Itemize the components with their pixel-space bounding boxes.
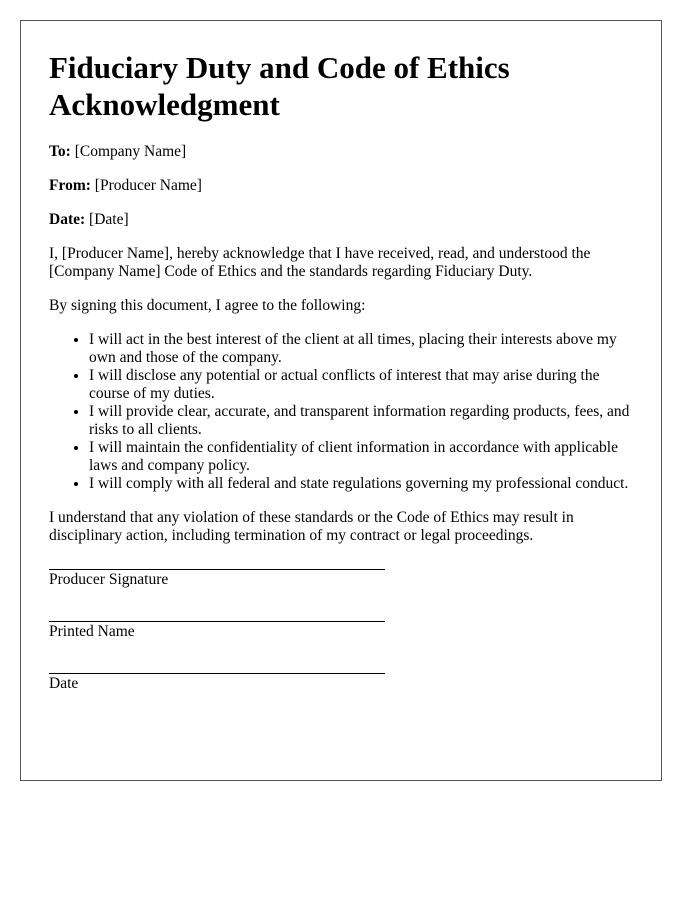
date-label: Date: <box>49 211 86 228</box>
list-item: • I will act in the best interest of the client at all times, placing their interests above my own and those of the company. <box>89 331 633 367</box>
signature-line <box>49 673 385 674</box>
signature-line <box>49 621 385 622</box>
intro-paragraph: I, [Producer Name], hereby acknowledge that I have received, read, and understood the [Company Name] Code of Ethics and the standards regarding Fiduciary Duty. <box>49 245 591 280</box>
from-line <box>49 177 633 195</box>
list-item: • I will maintain the confidentiality of client information in accordance with applicable laws and company policy. <box>89 439 633 475</box>
signature-line <box>49 569 385 570</box>
to-value: [Company Name] <box>74 143 187 160</box>
signature-block <box>49 569 633 707</box>
from-value: [Producer Name] <box>94 177 202 194</box>
agree-lead: By signing this document, I agree to the following: <box>49 297 366 314</box>
to-line <box>49 143 633 161</box>
printed-name-label: Printed Name <box>49 623 135 640</box>
from-label: From: <box>49 177 91 194</box>
signature-date-label: Date <box>49 675 79 692</box>
date-value: [Date] <box>89 211 129 228</box>
list-item: • I will comply with all federal and state regulations governing my professional conduct. <box>89 475 633 493</box>
signature-date-field[interactable] <box>49 673 385 707</box>
list-item: • I will provide clear, accurate, and transparent information regarding products, fees, and risks to all clients. <box>89 403 633 439</box>
printed-name-field[interactable] <box>49 621 385 655</box>
commitment-list <box>49 331 633 493</box>
to-label: To: <box>49 143 71 160</box>
producer-signature-label: Producer Signature <box>49 571 169 588</box>
document-title: Fiduciary Duty and Code of Ethics Acknowledgment <box>49 50 510 122</box>
list-item: • I will disclose any potential or actual conflicts of interest that may arise during the course of my duties. <box>89 367 633 403</box>
closing-paragraph: I understand that any violation of these standards or the Code of Ethics may result in disciplinary action, including termination of my contract or legal proceedings. <box>49 509 574 544</box>
producer-signature-field[interactable] <box>49 569 385 603</box>
document-page <box>20 20 662 781</box>
date-line <box>49 211 633 229</box>
